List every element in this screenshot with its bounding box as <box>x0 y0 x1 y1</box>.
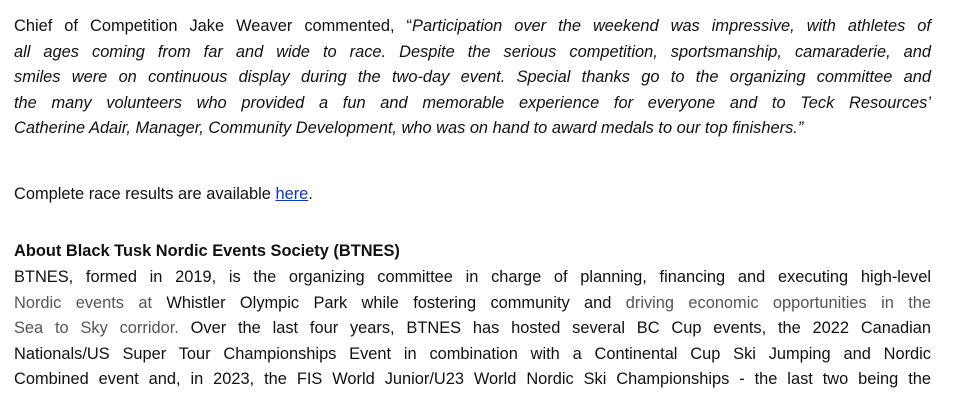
quote-line-4: the many volunteers who provided a fun and memorable experience for everyone and to Teck Resources’ <box>14 93 931 112</box>
about-line-2-a: Nordic events at <box>14 293 153 312</box>
about-heading: About Black Tusk Nordic Events Society (BTNES) <box>14 242 400 260</box>
quote-line-3: smiles were on continuous display during the two-day event. Special thanks go to the organizing committee and <box>14 68 931 86</box>
results-paragraph <box>14 182 931 208</box>
quote-line-1 <box>14 14 931 40</box>
results-link[interactable]: here <box>275 185 309 203</box>
about-line-3 <box>14 316 931 342</box>
quote-intro: Chief of Competition Jake Weaver commented, “ <box>14 17 413 35</box>
quote-line-5: Catherine Adair, Manager, Community Development, who was on hand to award medals to our top finishers.” <box>14 119 804 137</box>
about-paragraph <box>14 265 931 393</box>
quote-paragraph <box>14 14 931 142</box>
quote-text: Participation over the weekend was impressive, with athletes of <box>412 17 931 35</box>
quote-line-2: all ages coming from far and wide to race. Despite the serious competition, sportsmanship, camaraderie, and <box>14 42 931 61</box>
about-line-2 <box>14 291 931 317</box>
about-line-2-c: driving economic opportunities in the <box>625 293 931 312</box>
about-line-5: Combined event and, in 2023, the FIS World Junior/U23 World Nordic Ski Championships - the last two being the <box>14 370 931 388</box>
results-text: Complete race results are available <box>14 185 276 203</box>
about-line-1: BTNES, formed in 2019, is the organizing committee in charge of planning, financing and executing high-level <box>14 268 931 286</box>
about-line-4: Nationals/US Super Tour Championships Event in combination with a Continental Cup Ski Jumping and Nordic <box>14 344 931 363</box>
about-line-3-b: Over the last four years, BTNES has hosted several BC Cup events, the 2022 Canadian <box>178 319 931 337</box>
about-line-2-b: Whistler Olympic Park while fostering community and <box>152 293 626 312</box>
results-period: . <box>308 185 313 203</box>
about-line-3-a: Sea to Sky corridor. <box>14 319 179 337</box>
